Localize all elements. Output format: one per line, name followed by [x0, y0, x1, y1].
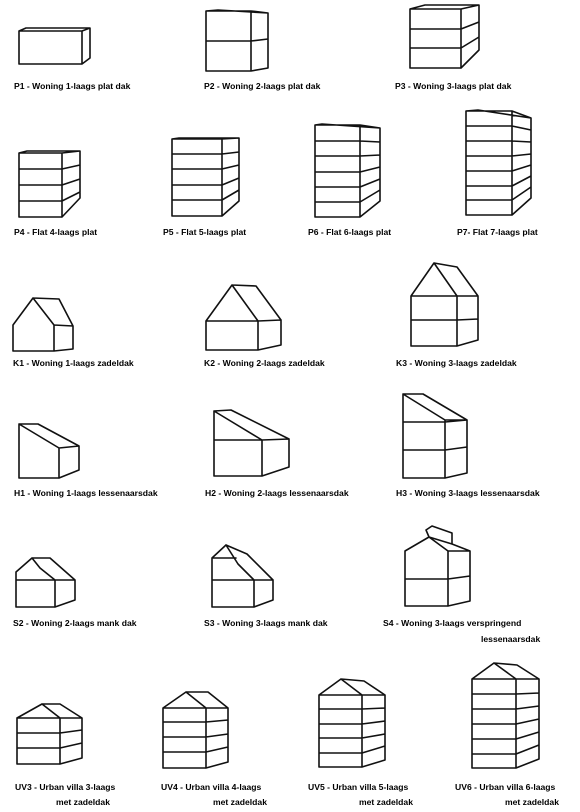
building-p6 [315, 124, 380, 217]
label-p6: P6 - Flat 6-laags plat [308, 227, 392, 237]
label-uv3-line2: met zadeldak [56, 797, 110, 807]
label-p1: P1 - Woning 1-laags plat dak [14, 81, 131, 91]
label-s4: S4 - Woning 3-laags verspringend [383, 618, 522, 628]
label-uv5: UV5 - Urban villa 5-laags [308, 782, 409, 792]
building-p4 [19, 151, 80, 217]
building-s3 [212, 545, 273, 607]
label-p7: P7- Flat 7-laags plat [457, 227, 538, 237]
label-p3: P3 - Woning 3-laags plat dak [395, 81, 512, 91]
label-k3: K3 - Woning 3-laags zadeldak [396, 358, 517, 368]
label-k1: K1 - Woning 1-laags zadeldak [13, 358, 134, 368]
label-k2: K2 - Woning 2-laags zadeldak [204, 358, 325, 368]
building-k2 [206, 285, 281, 350]
building-h3 [403, 394, 467, 478]
building-p3 [410, 5, 479, 68]
building-s2 [16, 558, 75, 607]
building-h1 [19, 424, 79, 478]
building-p1 [19, 28, 90, 64]
label-s3: S3 - Woning 3-laags mank dak [204, 618, 328, 628]
label-uv5-line2: met zadeldak [359, 797, 413, 807]
label-h1: H1 - Woning 1-laags lessenaarsdak [14, 488, 158, 498]
label-s4-line2: lessenaarsdak [481, 634, 541, 644]
label-p4: P4 - Flat 4-laags plat [14, 227, 98, 237]
label-h2: H2 - Woning 2-laags lessenaarsdak [205, 488, 349, 498]
building-k1 [13, 298, 73, 351]
label-uv3: UV3 - Urban villa 3-laags [15, 782, 116, 792]
building-p5 [172, 138, 239, 216]
building-s4 [405, 526, 470, 606]
label-p5: P5 - Flat 5-laags plat [163, 227, 247, 237]
label-uv4: UV4 - Urban villa 4-laags [161, 782, 262, 792]
building-k3 [411, 263, 478, 346]
building-uv5 [319, 679, 385, 767]
building-uv3 [17, 704, 82, 764]
label-s2: S2 - Woning 2-laags mank dak [13, 618, 137, 628]
building-p7 [466, 110, 531, 215]
building-h2 [214, 410, 289, 476]
label-uv6-line2: met zadeldak [505, 797, 559, 807]
label-h3: H3 - Woning 3-laags lessenaarsdak [396, 488, 540, 498]
label-uv6: UV6 - Urban villa 6-laags [455, 782, 556, 792]
building-p2 [206, 10, 268, 71]
label-p2: P2 - Woning 2-laags plat dak [204, 81, 321, 91]
label-uv4-line2: met zadeldak [213, 797, 267, 807]
building-uv6 [472, 663, 539, 768]
building-uv4 [163, 692, 228, 768]
